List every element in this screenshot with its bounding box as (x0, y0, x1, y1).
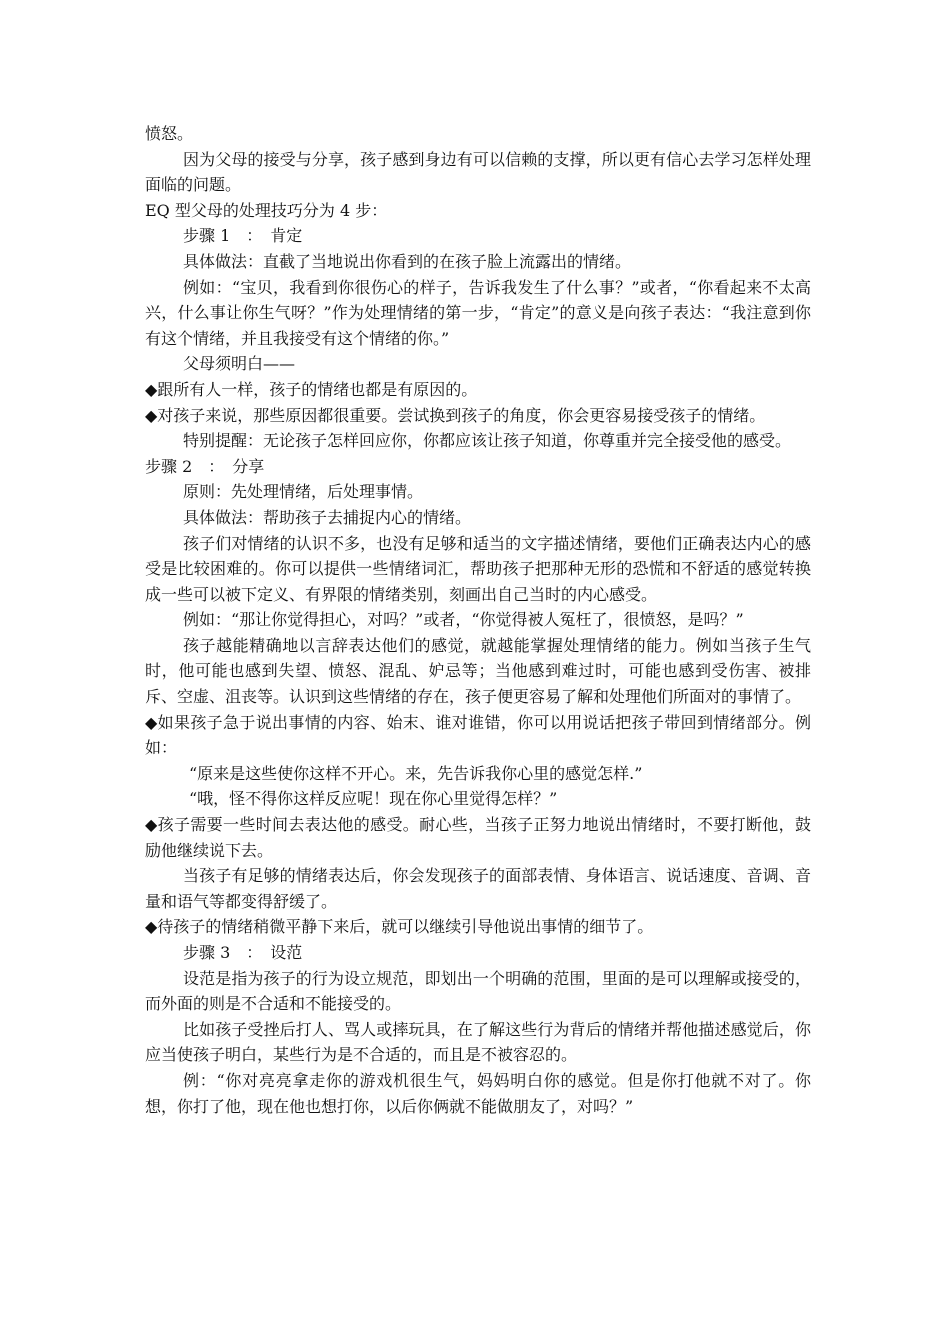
bullet-item: ◆待孩子的情绪稍微平静下来后，就可以继续引导他说出事情的细节了。 (145, 917, 654, 937)
paragraph: 孩子越能精确地以言辞表达他们的感觉，就越能掌握处理情绪的能力。例如当孩子生气时，他可能也感到失望、愤怒、混乱、妒忌等；当他感到难过时，可能也感到受伤害、被排斥、空虚、沮丧等。认识到这些情绪的存在，孩子便更容易了解和处理他们所面对的事情了。 (145, 635, 811, 707)
document-body (145, 121, 811, 1119)
paragraph: 例：“你对亮亮拿走你的游戏机很生气，妈妈明白你的感觉。但是你打他就不对了。你想，你打了他，现在他也想打你，以后你俩就不能做朋友了，对吗？” (145, 1070, 811, 1116)
paragraph: 例如：“那让你觉得担心，对吗？”或者，“你觉得被人冤枉了，很愤怒，是吗？” (183, 610, 744, 630)
paragraph: 父母须明白—— (183, 354, 296, 374)
paragraph: 具体做法：直截了当地说出你看到的在孩子脸上流露出的情绪。 (183, 251, 632, 271)
paragraph: 当孩子有足够的情绪表达后，你会发现孩子的面部表情、身体语言、说话速度、音调、音量和语气等都变得舒缓了。 (145, 866, 811, 911)
paragraph: 设范是指为孩子的行为设立规范，即划出一个明确的范围，里面的是可以理解或接受的，而外面的则是不合适和不能接受的。 (145, 968, 811, 1014)
quote-line: “哦，怪不得你这样反应呢！现在你心里觉得怎样？” (189, 789, 558, 809)
step-heading: 步骤 1 ： 肯定 (183, 226, 303, 246)
paragraph: 例如：“宝贝，我看到你很伤心的样子，告诉我发生了什么事？”或者，“你看起来不太高兴，什么事让你生气呀？”作为处理情绪的第一步，“肯定”的意义是向孩子表达：“我注意到你有这个情绪，并且我接受有这个情绪的你。” (145, 277, 811, 348)
paragraph: 特别提醒：无论孩子怎样回应你，你都应该让孩子知道，你尊重并完全接受他的感受。 (183, 431, 792, 451)
bullet-item: ◆如果孩子急于说出事情的内容、始末、谁对谁错，你可以用说话把孩子带回到情绪部分。例如： (145, 712, 811, 758)
paragraph: 原则：先处理情绪，后处理事情。 (183, 482, 424, 502)
bullet-item: ◆孩子需要一些时间去表达他的感受。耐心些，当孩子正努力地说出情绪时，不要打断他，鼓励他继续说下去。 (145, 815, 811, 860)
paragraph: 孩子们对情绪的认识不多，也没有足够和适当的文字描述情绪，要他们正确表达内心的感受是比较困难的。你可以提供一些情绪词汇，帮助孩子把那种无形的恐慌和不舒适的感觉转换成一些可以被下定义、有界限的情绪类别，刻画出自己当时的内心感受。 (145, 533, 811, 604)
bullet-item: ◆跟所有人一样，孩子的情绪也都是有原因的。 (145, 379, 478, 399)
quote-line: “原来是这些使你这样不开心。来，先告诉我你心里的感觉怎样.” (189, 763, 643, 783)
paragraph: 愤怒。 (145, 124, 194, 143)
step-heading: 步骤 3 ： 设范 (183, 943, 303, 962)
step-heading: 步骤 2 ： 分享 (145, 456, 265, 476)
paragraph: EQ 型父母的处理技巧分为 4 步： (145, 200, 388, 220)
bullet-item: ◆对孩子来说，那些原因都很重要。尝试换到孩子的角度，你会更容易接受孩子的情绪。 (145, 405, 766, 425)
paragraph: 具体做法：帮助孩子去捕捉内心的情绪。 (183, 507, 472, 527)
paragraph: 比如孩子受挫后打人、骂人或摔玩具，在了解这些行为背后的情绪并帮他描述感觉后，你应当使孩子明白，某些行为是不合适的，而且是不被容忍的。 (145, 1019, 811, 1065)
paragraph: 因为父母的接受与分享，孩子感到身边有可以信赖的支撑，所以更有信心去学习怎样处理面临的问题。 (145, 149, 811, 195)
